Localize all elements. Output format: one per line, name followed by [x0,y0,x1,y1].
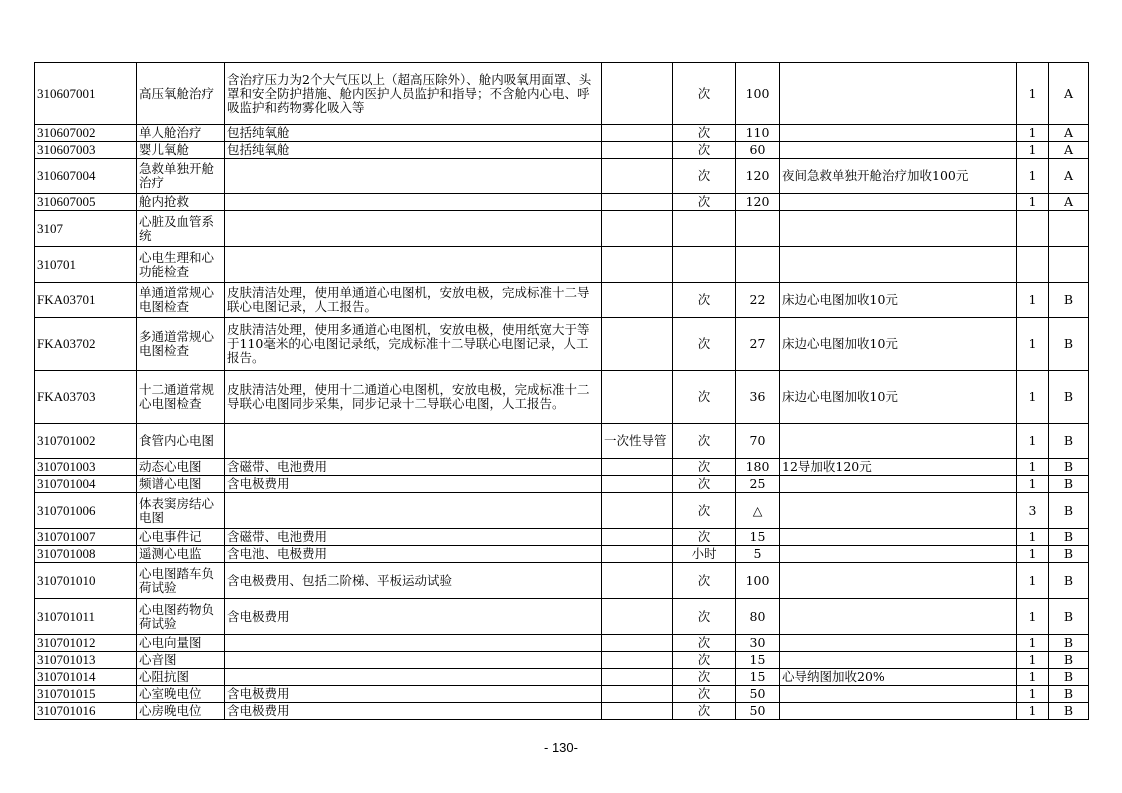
item-count: 1 [1017,371,1049,424]
item-code: 310701004 [35,476,137,493]
item-class: B [1049,371,1089,424]
item-name: 心电生理和心功能检查 [137,247,225,283]
item-exclusion [602,142,673,159]
item-exclusion [602,159,673,194]
item-price: 50 [736,686,780,703]
item-note [780,63,1017,125]
item-exclusion [602,371,673,424]
item-name: 心房晚电位 [137,703,225,720]
item-content: 含电极费用 [225,599,602,635]
item-content: 含电池、电极费用 [225,546,602,563]
item-exclusion [602,283,673,318]
page-number: - 130- [544,740,578,755]
item-price [736,247,780,283]
item-count: 1 [1017,686,1049,703]
item-content [225,669,602,686]
item-price: 15 [736,529,780,546]
item-price: 180 [736,459,780,476]
item-price: 36 [736,371,780,424]
item-count: 1 [1017,546,1049,563]
item-exclusion [602,635,673,652]
item-count: 1 [1017,652,1049,669]
item-unit: 次 [673,476,736,493]
item-name: 单通道常规心电图检查 [137,283,225,318]
item-exclusion [602,669,673,686]
table-row [35,459,1089,476]
item-unit: 次 [673,459,736,476]
item-code: 3107 [35,211,137,247]
item-price [736,211,780,247]
item-name: 心电图药物负荷试验 [137,599,225,635]
item-count: 1 [1017,424,1049,459]
item-note [780,247,1017,283]
item-class: B [1049,635,1089,652]
table-row [35,424,1089,459]
item-class: A [1049,125,1089,142]
item-unit: 次 [673,283,736,318]
item-exclusion [602,125,673,142]
item-name: 心脏及血管系统 [137,211,225,247]
item-code: 310607003 [35,142,137,159]
item-count: 1 [1017,63,1049,125]
item-count: 1 [1017,459,1049,476]
item-note [780,424,1017,459]
item-content: 含电极费用 [225,686,602,703]
item-content: 含磁带、电池费用 [225,529,602,546]
table-row [35,476,1089,493]
table-row [35,211,1089,247]
item-price: 30 [736,635,780,652]
item-class: B [1049,703,1089,720]
item-price: 50 [736,703,780,720]
item-count: 1 [1017,703,1049,720]
item-code: 310701003 [35,459,137,476]
item-price: 70 [736,424,780,459]
table-row [35,247,1089,283]
table-row [35,283,1089,318]
item-note [780,599,1017,635]
item-code: 310607002 [35,125,137,142]
item-class: A [1049,159,1089,194]
item-count: 1 [1017,669,1049,686]
item-count [1017,211,1049,247]
table-row [35,635,1089,652]
item-name: 舱内抢救 [137,194,225,211]
item-code: 310701008 [35,546,137,563]
item-exclusion: 一次性导管 [602,424,673,459]
item-price: 15 [736,652,780,669]
item-price: 120 [736,159,780,194]
table-row [35,142,1089,159]
table-row [35,493,1089,529]
item-unit: 次 [673,142,736,159]
item-content [225,652,602,669]
item-note [780,563,1017,599]
item-unit: 次 [673,563,736,599]
item-class: B [1049,669,1089,686]
item-count: 1 [1017,142,1049,159]
item-note [780,476,1017,493]
item-class [1049,211,1089,247]
item-unit: 次 [673,125,736,142]
item-name: 心电图踏车负荷试验 [137,563,225,599]
item-price: 110 [736,125,780,142]
item-code: 310701015 [35,686,137,703]
item-note [780,652,1017,669]
table-row [35,563,1089,599]
item-note [780,194,1017,211]
item-class: B [1049,459,1089,476]
table-row [35,371,1089,424]
table-row [35,318,1089,371]
item-class: B [1049,563,1089,599]
item-class: B [1049,283,1089,318]
item-unit: 次 [673,703,736,720]
item-class [1049,247,1089,283]
item-note [780,529,1017,546]
item-count: 1 [1017,563,1049,599]
item-code: 310701014 [35,669,137,686]
item-unit: 次 [673,63,736,125]
item-exclusion [602,459,673,476]
item-unit: 次 [673,529,736,546]
item-unit: 次 [673,424,736,459]
item-count: 1 [1017,283,1049,318]
item-note [780,686,1017,703]
price-table [34,62,1089,720]
item-count: 1 [1017,125,1049,142]
item-name: 遥测心电监 [137,546,225,563]
item-class: B [1049,652,1089,669]
table-row [35,703,1089,720]
table-row [35,159,1089,194]
table-row [35,669,1089,686]
item-price: △ [736,493,780,529]
item-content [225,635,602,652]
item-exclusion [602,493,673,529]
item-code: FKA03702 [35,318,137,371]
item-exclusion [602,599,673,635]
item-class: B [1049,546,1089,563]
item-unit: 次 [673,318,736,371]
item-content: 皮肤清洁处理，使用十二通道心电图机，安放电极，完成标准十二导联心电图同步采集，同步记录十二导联心电图，人工报告。 [225,371,602,424]
item-note: 12导加收120元 [780,459,1017,476]
item-name: 多通道常规心电图检查 [137,318,225,371]
item-code: 310701013 [35,652,137,669]
item-code: 310607001 [35,63,137,125]
item-count [1017,247,1049,283]
item-note [780,635,1017,652]
table-row [35,652,1089,669]
item-content: 皮肤清洁处理，使用单通道心电图机，安放电极，完成标准十二导联心电图记录，人工报告。 [225,283,602,318]
item-note [780,125,1017,142]
item-code: 310701006 [35,493,137,529]
item-count: 1 [1017,318,1049,371]
item-price: 60 [736,142,780,159]
table-row [35,529,1089,546]
item-content: 含电极费用 [225,703,602,720]
item-exclusion [602,652,673,669]
item-exclusion [602,686,673,703]
item-count: 1 [1017,599,1049,635]
item-exclusion [602,703,673,720]
item-count: 1 [1017,194,1049,211]
item-note [780,546,1017,563]
item-name: 心电事件记 [137,529,225,546]
item-name: 频谱心电图 [137,476,225,493]
item-name: 急救单独开舱治疗 [137,159,225,194]
item-unit: 次 [673,371,736,424]
item-content: 含电极费用 [225,476,602,493]
item-unit: 小时 [673,546,736,563]
item-class: A [1049,194,1089,211]
item-exclusion [602,247,673,283]
item-class: B [1049,493,1089,529]
item-class: B [1049,686,1089,703]
item-count: 1 [1017,529,1049,546]
item-note [780,211,1017,247]
item-code: 310701012 [35,635,137,652]
item-class: B [1049,318,1089,371]
item-code: 310701011 [35,599,137,635]
item-price: 120 [736,194,780,211]
item-price: 5 [736,546,780,563]
item-unit: 次 [673,194,736,211]
item-unit: 次 [673,635,736,652]
item-class: B [1049,599,1089,635]
item-price: 80 [736,599,780,635]
item-exclusion [602,529,673,546]
item-note: 床边心电图加收10元 [780,283,1017,318]
item-class: A [1049,63,1089,125]
item-name: 食管内心电图 [137,424,225,459]
item-exclusion [602,546,673,563]
item-name: 动态心电图 [137,459,225,476]
item-exclusion [602,476,673,493]
item-name: 心阻抗图 [137,669,225,686]
item-content [225,211,602,247]
item-price: 27 [736,318,780,371]
item-exclusion [602,63,673,125]
item-name: 单人舱治疗 [137,125,225,142]
table-row [35,194,1089,211]
item-name: 十二通道常规心电图检查 [137,371,225,424]
item-price: 15 [736,669,780,686]
item-note: 心导纳图加收20% [780,669,1017,686]
item-name: 心室晚电位 [137,686,225,703]
table-row [35,686,1089,703]
item-code: 310701016 [35,703,137,720]
item-content [225,493,602,529]
item-class: B [1049,476,1089,493]
item-unit: 次 [673,159,736,194]
item-price: 22 [736,283,780,318]
item-count: 1 [1017,476,1049,493]
item-content: 含磁带、电池费用 [225,459,602,476]
item-count: 1 [1017,159,1049,194]
item-name: 婴儿氧舱 [137,142,225,159]
item-unit: 次 [673,669,736,686]
item-code: 310607005 [35,194,137,211]
item-note [780,703,1017,720]
item-exclusion [602,563,673,599]
item-content [225,424,602,459]
item-note: 床边心电图加收10元 [780,318,1017,371]
item-price: 100 [736,63,780,125]
item-content [225,247,602,283]
item-unit: 次 [673,652,736,669]
item-content [225,194,602,211]
item-unit [673,211,736,247]
item-class: B [1049,424,1089,459]
item-name: 心电向量图 [137,635,225,652]
item-count: 3 [1017,493,1049,529]
item-content: 皮肤清洁处理，使用多通道心电图机，安放电极，使用纸宽大于等于110毫米的心电图记录纸，完成标准十二导联心电图记录，人工报告。 [225,318,602,371]
item-note: 床边心电图加收10元 [780,371,1017,424]
item-unit: 次 [673,493,736,529]
item-price: 25 [736,476,780,493]
item-exclusion [602,194,673,211]
item-code: FKA03701 [35,283,137,318]
item-name: 高压氧舱治疗 [137,63,225,125]
item-unit [673,247,736,283]
item-class: B [1049,529,1089,546]
item-count: 1 [1017,635,1049,652]
item-unit: 次 [673,599,736,635]
item-code: 310701002 [35,424,137,459]
item-content: 包括纯氧舱 [225,125,602,142]
item-content [225,159,602,194]
item-name: 心音图 [137,652,225,669]
item-price: 100 [736,563,780,599]
item-class: A [1049,142,1089,159]
item-code: 310701 [35,247,137,283]
item-name: 体表窦房结心电图 [137,493,225,529]
item-content: 包括纯氧舱 [225,142,602,159]
table-body [35,63,1089,720]
item-code: 310701010 [35,563,137,599]
item-unit: 次 [673,686,736,703]
item-exclusion [602,211,673,247]
item-note: 夜间急救单独开舱治疗加收100元 [780,159,1017,194]
item-code: FKA03703 [35,371,137,424]
item-note [780,142,1017,159]
table-row [35,546,1089,563]
item-code: 310701007 [35,529,137,546]
item-exclusion [602,318,673,371]
item-note [780,493,1017,529]
item-content: 含治疗压力为2个大气压以上（超高压除外）、舱内吸氧用面罩、头罩和安全防护措施、舱内医护人员监护和指导；不含舱内心电、呼吸监护和药物雾化吸入等 [225,63,602,125]
item-content: 含电极费用、包括二阶梯、平板运动试验 [225,563,602,599]
table-row [35,125,1089,142]
table-row [35,599,1089,635]
table-row [35,63,1089,125]
item-code: 310607004 [35,159,137,194]
